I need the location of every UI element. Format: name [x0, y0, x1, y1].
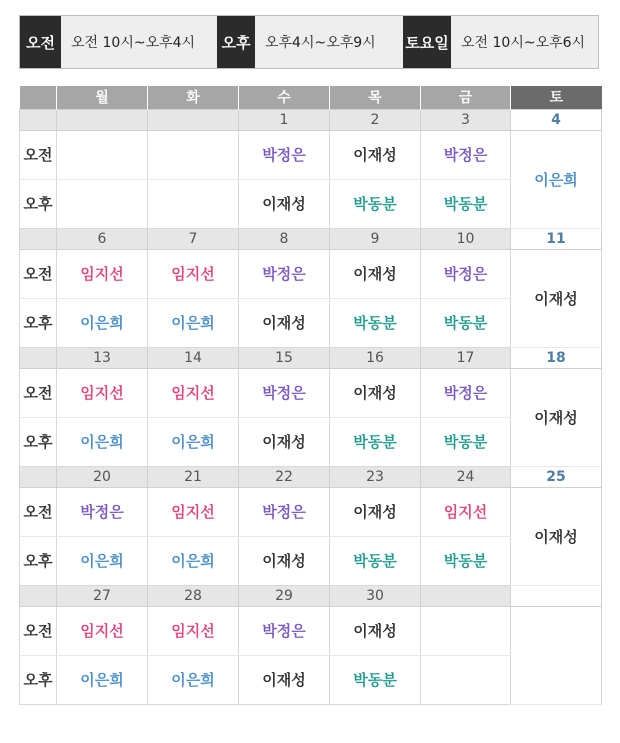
date-cell: 24: [421, 466, 511, 487]
doctor-cell: 이은희: [57, 417, 148, 466]
doctor-cell: 박동분: [421, 298, 511, 347]
saturday-doctor-cell: 이은희: [511, 130, 602, 228]
doctor-cell: 박동분: [330, 536, 421, 585]
date-cell: [57, 109, 148, 130]
date-cell: 29: [239, 585, 330, 606]
date-cell-saturday: [511, 585, 602, 606]
hours-label-saturday: 토요일: [403, 16, 451, 68]
date-row-label: [20, 466, 57, 487]
doctor-cell: 박동분: [330, 655, 421, 704]
slot-label-am: 오전: [20, 249, 57, 298]
doctor-cell: 이재성: [330, 368, 421, 417]
schedule-table: [19, 86, 602, 705]
slot-label-pm: 오후: [20, 536, 57, 585]
slot-label-pm: 오후: [20, 655, 57, 704]
slot-label-am: 오전: [20, 487, 57, 536]
hours-value-saturday: 오전 10시~오후6시: [451, 16, 598, 68]
slot-label-pm: 오후: [20, 298, 57, 347]
doctor-cell: [148, 130, 239, 179]
doctor-cell: 박동분: [330, 417, 421, 466]
saturday-doctor-cell: 이재성: [511, 249, 602, 347]
date-row: [20, 347, 602, 368]
doctor-cell: 이재성: [239, 536, 330, 585]
doctor-cell: [148, 179, 239, 228]
doctor-cell: 임지선: [421, 487, 511, 536]
date-cell: 27: [57, 585, 148, 606]
morning-row: [20, 130, 602, 179]
doctor-schedule-calendar: [19, 86, 601, 705]
doctor-cell: 박동분: [421, 417, 511, 466]
doctor-cell: [57, 130, 148, 179]
hours-value-morning: 오전 10시~오후4시: [61, 16, 217, 68]
date-cell: 7: [148, 228, 239, 249]
date-cell-saturday: 18: [511, 347, 602, 368]
date-row: [20, 585, 602, 606]
doctor-cell: 박정은: [239, 130, 330, 179]
hours-label-morning: 오전: [20, 16, 61, 68]
doctor-cell: 박정은: [239, 487, 330, 536]
doctor-cell: 이은희: [57, 655, 148, 704]
date-cell: 30: [330, 585, 421, 606]
doctor-cell: 박정은: [421, 249, 511, 298]
date-cell: 16: [330, 347, 421, 368]
doctor-cell: 박동분: [421, 536, 511, 585]
clinic-hours-bar: [19, 15, 599, 69]
doctor-cell: 박정은: [239, 368, 330, 417]
date-cell-saturday: 4: [511, 109, 602, 130]
date-cell: 1: [239, 109, 330, 130]
doctor-cell: 이은희: [148, 536, 239, 585]
doctor-cell: [421, 655, 511, 704]
saturday-doctor-cell: [511, 606, 602, 704]
doctor-cell: 임지선: [57, 368, 148, 417]
doctor-cell: 임지선: [57, 606, 148, 655]
doctor-cell: 이재성: [239, 655, 330, 704]
doctor-cell: 이재성: [330, 130, 421, 179]
doctor-cell: 임지선: [148, 249, 239, 298]
morning-row: [20, 368, 602, 417]
doctor-cell: 이은희: [57, 536, 148, 585]
doctor-cell: 이은희: [148, 655, 239, 704]
doctor-cell: 이재성: [330, 606, 421, 655]
weekday-header-row: [20, 86, 602, 109]
weekday-fri: 금: [421, 86, 511, 109]
date-cell: 9: [330, 228, 421, 249]
weekday-wed: 수: [239, 86, 330, 109]
date-cell: 28: [148, 585, 239, 606]
date-cell: 14: [148, 347, 239, 368]
saturday-doctor-cell: 이재성: [511, 368, 602, 466]
doctor-cell: 박동분: [421, 179, 511, 228]
date-cell: 21: [148, 466, 239, 487]
saturday-doctor-cell: 이재성: [511, 487, 602, 585]
slot-label-am: 오전: [20, 606, 57, 655]
doctor-cell: 박정은: [421, 130, 511, 179]
doctor-cell: 이재성: [239, 298, 330, 347]
doctor-cell: 이재성: [330, 487, 421, 536]
hours-label-afternoon: 오후: [217, 16, 255, 68]
date-row-label: [20, 109, 57, 130]
date-cell: 17: [421, 347, 511, 368]
date-cell: 3: [421, 109, 511, 130]
doctor-cell: 박정은: [57, 487, 148, 536]
doctor-cell: 이재성: [330, 249, 421, 298]
doctor-cell: 박정은: [239, 606, 330, 655]
doctor-cell: 임지선: [148, 368, 239, 417]
doctor-cell: 이은희: [57, 298, 148, 347]
date-cell: 13: [57, 347, 148, 368]
doctor-cell: 이은희: [148, 417, 239, 466]
date-cell: 8: [239, 228, 330, 249]
weekday-sat: 토: [511, 86, 602, 109]
doctor-cell: 박동분: [330, 298, 421, 347]
date-cell-saturday: 25: [511, 466, 602, 487]
header-corner: [20, 86, 57, 109]
slot-label-am: 오전: [20, 368, 57, 417]
date-row: [20, 109, 602, 130]
date-row-label: [20, 228, 57, 249]
date-row-label: [20, 585, 57, 606]
morning-row: [20, 606, 602, 655]
doctor-cell: 박정은: [239, 249, 330, 298]
date-cell: 10: [421, 228, 511, 249]
date-row-label: [20, 347, 57, 368]
weekday-mon: 월: [57, 86, 148, 109]
slot-label-pm: 오후: [20, 179, 57, 228]
doctor-cell: 임지선: [57, 249, 148, 298]
date-cell: [421, 585, 511, 606]
date-cell: 22: [239, 466, 330, 487]
doctor-cell: 박동분: [330, 179, 421, 228]
date-cell: 23: [330, 466, 421, 487]
slot-label-am: 오전: [20, 130, 57, 179]
doctor-cell: [421, 606, 511, 655]
date-cell: 20: [57, 466, 148, 487]
date-cell: 2: [330, 109, 421, 130]
slot-label-pm: 오후: [20, 417, 57, 466]
weekday-thu: 목: [330, 86, 421, 109]
doctor-cell: 임지선: [148, 606, 239, 655]
date-cell-saturday: 11: [511, 228, 602, 249]
weekday-tue: 화: [148, 86, 239, 109]
morning-row: [20, 249, 602, 298]
doctor-cell: 이재성: [239, 179, 330, 228]
date-cell: [148, 109, 239, 130]
morning-row: [20, 487, 602, 536]
doctor-cell: 임지선: [148, 487, 239, 536]
doctor-cell: 박정은: [421, 368, 511, 417]
doctor-cell: [57, 179, 148, 228]
date-row: [20, 466, 602, 487]
date-cell: 6: [57, 228, 148, 249]
doctor-cell: 이은희: [148, 298, 239, 347]
date-cell: 15: [239, 347, 330, 368]
hours-value-afternoon: 오후4시~오후9시: [255, 16, 403, 68]
doctor-cell: 이재성: [239, 417, 330, 466]
date-row: [20, 228, 602, 249]
schedule-body: [20, 109, 602, 704]
